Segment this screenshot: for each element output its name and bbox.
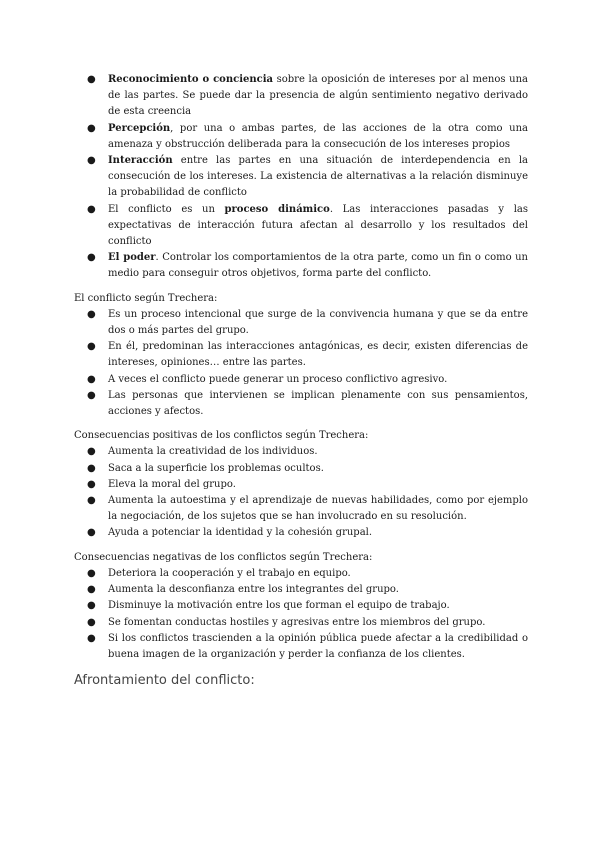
negative-list [74, 566, 528, 663]
bullet-icon: ● [87, 462, 96, 474]
item-text: , por una o ambas partes, de las acciones de la otra como una amenaza y obstrucción deliberada para la consecución de los intereses propios [108, 122, 528, 150]
list-item [74, 202, 528, 251]
item-text: Si los conflictos trascienden a la opinión pública puede afectar a la credibilidad o buena imagen de la organización y perder la confianza de los clientes. [108, 632, 528, 660]
bullet-icon: ● [87, 373, 96, 385]
item-text: Aumenta la desconfianza entre los integrantes del grupo. [108, 584, 399, 596]
item-text: Saca a la superficie los problemas ocultos. [108, 462, 324, 474]
list-item [74, 372, 528, 388]
trechera-list [74, 307, 528, 420]
bullet-icon: ● [87, 203, 96, 215]
item-strong: proceso dinámico [224, 203, 330, 215]
list-item [74, 615, 528, 631]
list-item [74, 307, 528, 339]
section-heading-negative: Consecuencias negativas de los conflictos según Trechera: [74, 551, 373, 563]
item-text: Aumenta la creatividad de los individuos. [108, 446, 318, 458]
list-item [74, 121, 528, 153]
item-text: sobre la oposición de intereses por al menos una de las partes. Se puede dar la presencia de algún sentimiento negativo derivado de esta creencia [108, 74, 528, 118]
bullet-icon: ● [87, 567, 96, 579]
bullet-icon: ● [87, 584, 96, 596]
list-item [74, 461, 528, 477]
bullet-icon: ● [87, 600, 96, 612]
item-strong: Reconocimiento o conciencia [108, 74, 273, 85]
bullet-icon: ● [87, 389, 96, 401]
item-text: Se fomentan conductas hostiles y agresivas entre los miembros del grupo. [108, 616, 486, 628]
list-item [74, 153, 528, 202]
list-item [74, 582, 528, 598]
bullet-icon: ● [87, 632, 96, 644]
list-item [74, 477, 528, 493]
item-text: Aumenta la autoestima y el aprendizaje de nuevas habilidades, como por ejemplo la negociación, de los sujetos que se han involucrado en su resolución. [108, 495, 528, 523]
item-strong: El poder [108, 252, 156, 264]
bullet-icon: ● [87, 341, 96, 353]
bullet-icon: ● [87, 155, 96, 167]
list-item [74, 525, 528, 541]
list-item [74, 631, 528, 663]
bullet-icon: ● [87, 122, 96, 134]
list-item [74, 598, 528, 614]
item-text: Eleva la moral del grupo. [108, 478, 236, 490]
bullet-icon: ● [87, 308, 96, 320]
bullet-icon: ● [87, 527, 96, 539]
item-strong: Interacción [108, 155, 173, 167]
bullet-icon: ● [87, 252, 96, 264]
bullet-icon: ● [87, 74, 96, 85]
bullet-icon: ● [87, 446, 96, 458]
item-text: A veces el conflicto puede generar un proceso conflictivo agresivo. [108, 373, 448, 385]
item-pre: El conflicto es un [108, 203, 225, 215]
item-text: Deteriora la cooperación y el trabajo en equipo. [108, 567, 351, 579]
section-heading-trechera: El conflicto según Trechera: [74, 292, 218, 304]
item-strong: Percepción [108, 122, 171, 134]
item-text: Es un proceso intencional que surge de la convivencia humana y que se da entre dos o más partes del grupo. [108, 308, 528, 337]
list-item [74, 388, 528, 420]
item-text: . Las interacciones pasadas y las expectativas de interacción futura afectan al desarrollo y los resultados del conflicto [108, 203, 528, 248]
list-item [74, 72, 528, 121]
item-text: Disminuye la motivación entre los que forman el equipo de trabajo. [108, 600, 450, 612]
item-text: Las personas que intervienen se implican plenamente con sus pensamientos, acciones y afectos. [108, 389, 528, 418]
section-heading-positive: Consecuencias positivas de los conflictos según Trechera: [74, 430, 369, 442]
document-content [74, 72, 528, 689]
item-text: Ayuda a potenciar la identidad y la cohesión grupal. [108, 527, 373, 539]
list-item [74, 493, 528, 525]
bullet-icon: ● [87, 495, 96, 507]
item-text: En él, predominan las interacciones antagónicas, es decir, existen diferencias de intereses, opiniones… entre las partes. [108, 341, 528, 369]
subtitle-afrontamiento: Afrontamiento del conflicto: [74, 673, 255, 689]
list-item [74, 566, 528, 582]
item-text: . Controlar los comportamientos de la otra parte, como un fin o como un medio para conseguir otros objetivos, forma parte del conflicto. [108, 252, 528, 280]
list-item [74, 250, 528, 282]
intro-list [74, 72, 528, 283]
list-item [74, 444, 528, 460]
bullet-icon: ● [87, 478, 96, 490]
bullet-icon: ● [87, 616, 96, 628]
item-text: entre las partes en una situación de interdependencia en la consecución de los intereses. La existencia de alternativas a la relación disminuye la probabilidad de conflicto [108, 155, 528, 199]
positive-list [74, 444, 528, 541]
list-item [74, 339, 528, 371]
